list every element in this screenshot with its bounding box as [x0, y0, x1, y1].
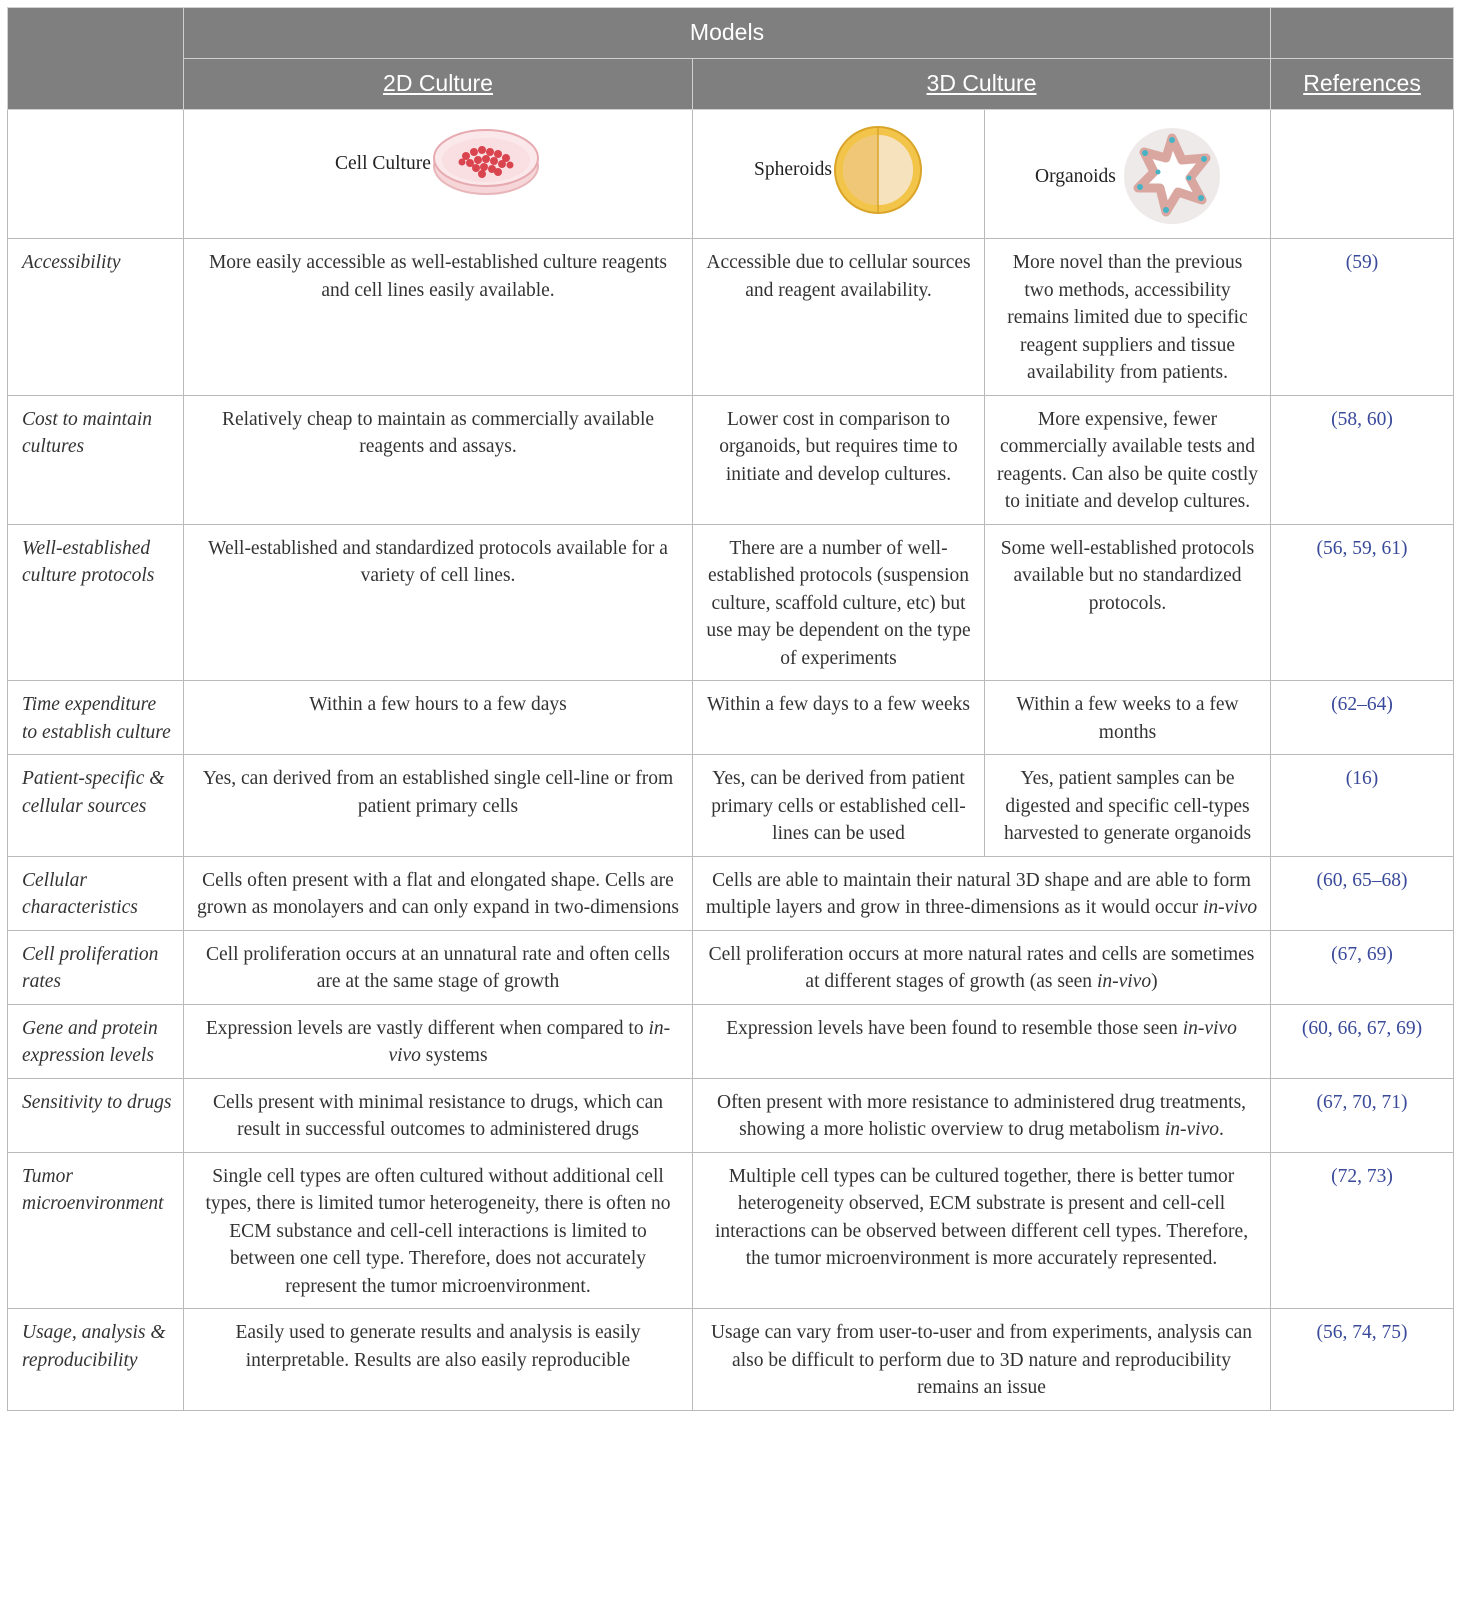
- cell-organoids: Within a few weeks to a few months: [985, 681, 1271, 755]
- image-row-ref-cell: [1271, 110, 1454, 239]
- reference-link[interactable]: (60, 65–68): [1271, 856, 1454, 930]
- cell-2d: [184, 1004, 693, 1078]
- in-vivo-term: in-vivo: [1182, 1017, 1237, 1039]
- cell-2d: Yes, can derived from an established single cell-line or from patient primary cells: [184, 755, 693, 857]
- row-label: Accessibility: [8, 239, 184, 396]
- cell-spheroids: Yes, can be derived from patient primary cells or established cell-lines can be used: [693, 755, 985, 857]
- cell-organoids: Yes, patient samples can be digested and specific cell-types harvested to generate organoids: [985, 755, 1271, 857]
- cell-2d: Single cell types are often cultured without additional cell types, there is limited tumor heterogeneity, there is often no ECM substance and cell-cell interactions is limited to between one cell type. Therefore, does not accurately represent the tumor microenvironment.: [184, 1152, 693, 1309]
- cell-3d: [693, 1152, 1271, 1309]
- image-row-label-cell: [8, 110, 184, 239]
- reference-link[interactable]: (67, 70, 71): [1271, 1078, 1454, 1152]
- cell-2d: Relatively cheap to maintain as commercially available reagents and assays.: [184, 395, 693, 524]
- organoids-label: Organoids: [1035, 166, 1116, 187]
- row-label: Tumor microenvironment: [8, 1152, 184, 1309]
- cell-spheroids: Within a few days to a few weeks: [693, 681, 985, 755]
- spheroids-label: Spheroids: [754, 159, 832, 180]
- reference-link[interactable]: (16): [1271, 755, 1454, 857]
- header-empty-ref-top: [1271, 8, 1454, 59]
- reference-link[interactable]: (62–64): [1271, 681, 1454, 755]
- reference-link[interactable]: (58, 60): [1271, 395, 1454, 524]
- cell-3d-text: Usage can vary from user-to-user and from experiments, analysis can also be difficult to perform due to 3D nature and reproducibility remains an issue: [710, 1322, 1253, 1398]
- cell-spheroids: There are a number of well-established protocols (suspension culture, scaffold culture, etc) but use may be dependent on the type of experiments: [693, 524, 985, 681]
- comparison-table-container: [7, 7, 1453, 1411]
- table-row: [8, 856, 1454, 930]
- cell-2d: Cells present with minimal resistance to drugs, which can result in successful outcomes to administered drugs: [184, 1078, 693, 1152]
- cell-2d: Cells often present with a flat and elongated shape. Cells are grown as monolayers and can only expand in two-dimensions: [184, 856, 693, 930]
- models-header: Models: [184, 8, 1271, 59]
- table-row: [8, 395, 1454, 524]
- cell-3d: [693, 1309, 1271, 1411]
- reference-link[interactable]: (60, 66, 67, 69): [1271, 1004, 1454, 1078]
- table-row: [8, 681, 1454, 755]
- col-2d-culture-link[interactable]: 2D Culture: [383, 70, 493, 97]
- cell-3d-text: Expression levels have been found to resemble those seen: [726, 1017, 1183, 1039]
- cell-2d: More easily accessible as well-established culture reagents and cell lines easily available.: [184, 239, 693, 396]
- cell-spheroids: Accessible due to cellular sources and reagent availability.: [693, 239, 985, 396]
- row-label: Gene and protein expression levels: [8, 1004, 184, 1078]
- cell-culture-image-cell: [184, 110, 693, 239]
- cell-culture-label: Cell Culture: [335, 153, 431, 174]
- cell-3d-text-end: ): [1151, 971, 1158, 992]
- cell-2d: Easily used to generate results and analysis is easily interpretable. Results are also easily reproducible: [184, 1309, 693, 1411]
- reference-link[interactable]: (72, 73): [1271, 1152, 1454, 1309]
- row-label: Patient-specific & cellular sources: [8, 755, 184, 857]
- image-row: [8, 110, 1454, 239]
- cell-2d-text: Expression levels are vastly different when compared to: [205, 1017, 649, 1039]
- in-vivo-term: in-vivo: [1203, 897, 1258, 918]
- organoid-icon: [1122, 126, 1222, 226]
- cell-organoids: More expensive, fewer commercially available tests and reagents. Can also be quite costly to initiate and develop cultures.: [985, 395, 1271, 524]
- cell-2d: Cell proliferation occurs at an unnatural rate and often cells are at the same stage of growth: [184, 930, 693, 1004]
- row-label: Cellular characteristics: [8, 856, 184, 930]
- col-2d-culture-header[interactable]: [184, 59, 693, 110]
- row-label: Sensitivity to drugs: [8, 1078, 184, 1152]
- row-label: Time expenditure to establish culture: [8, 681, 184, 755]
- table-row: [8, 1004, 1454, 1078]
- table-row: [8, 1078, 1454, 1152]
- in-vivo-term: in-vivo: [388, 1017, 671, 1066]
- cell-3d-text-end: .: [1218, 1119, 1224, 1140]
- in-vivo-term: in-vivo: [1164, 1119, 1219, 1140]
- table-row: [8, 755, 1454, 857]
- reference-link[interactable]: (59): [1271, 239, 1454, 396]
- cell-2d: Within a few hours to a few days: [184, 681, 693, 755]
- cell-organoids: More novel than the previous two methods, accessibility remains limited due to specific reagent suppliers and tissue availability from patients.: [985, 239, 1271, 396]
- reference-link[interactable]: (56, 74, 75): [1271, 1309, 1454, 1411]
- spheroids-image-cell: [693, 110, 985, 239]
- reference-link[interactable]: (56, 59, 61): [1271, 524, 1454, 681]
- cell-3d: [693, 1078, 1271, 1152]
- row-label: Cell proliferation rates: [8, 930, 184, 1004]
- cell-spheroids: Lower cost in comparison to organoids, but requires time to initiate and develop cultures.: [693, 395, 985, 524]
- table-row: [8, 524, 1454, 681]
- organoids-image-cell: [985, 110, 1271, 239]
- cell-3d-text: Cell proliferation occurs at more natural rates and cells are sometimes at different stages of growth (as seen: [708, 943, 1255, 992]
- table-row: [8, 1309, 1454, 1411]
- row-label: Usage, analysis & reproducibility: [8, 1309, 184, 1411]
- in-vivo-term: in-vivo: [1096, 971, 1152, 992]
- table-row: [8, 930, 1454, 1004]
- table-row: [8, 1152, 1454, 1309]
- spheroid-icon: [832, 124, 924, 216]
- row-label: Well-established culture protocols: [8, 524, 184, 681]
- cell-3d: [693, 930, 1271, 1004]
- col-references-header[interactable]: [1271, 59, 1454, 110]
- row-label: Cost to maintain cultures: [8, 395, 184, 524]
- col-3d-culture-link[interactable]: 3D Culture: [926, 70, 1037, 97]
- col-references-link[interactable]: References: [1303, 70, 1421, 97]
- cell-organoids: Some well-established protocols available but no standardized protocols.: [985, 524, 1271, 681]
- cell-3d: [693, 856, 1271, 930]
- cell-2d-text-end: systems: [420, 1045, 488, 1066]
- table-row: [8, 239, 1454, 396]
- header-empty-cell: [8, 8, 184, 110]
- cell-2d: Well-established and standardized protocols available for a variety of cell lines.: [184, 524, 693, 681]
- cell-3d-text: Cells are able to maintain their natural 3D shape and are able to form multiple layers and grow in three-dimensions as it would occur: [705, 869, 1251, 918]
- cell-3d: [693, 1004, 1271, 1078]
- reference-link[interactable]: (67, 69): [1271, 930, 1454, 1004]
- petri-dish-icon: [432, 122, 542, 198]
- cell-3d-text: Often present with more resistance to administered drug treatments, showing a more holistic overview to drug metabolism: [716, 1091, 1247, 1140]
- comparison-table: [7, 7, 1454, 1411]
- cell-3d-text: Multiple cell types can be cultured together, there is better tumor heterogeneity observed, ECM substrate is present and cell-cell interactions can be observed between different cell types. Therefore, the tumor microenvironment is more accurately represented.: [714, 1165, 1249, 1269]
- col-3d-culture-header[interactable]: [693, 59, 1271, 110]
